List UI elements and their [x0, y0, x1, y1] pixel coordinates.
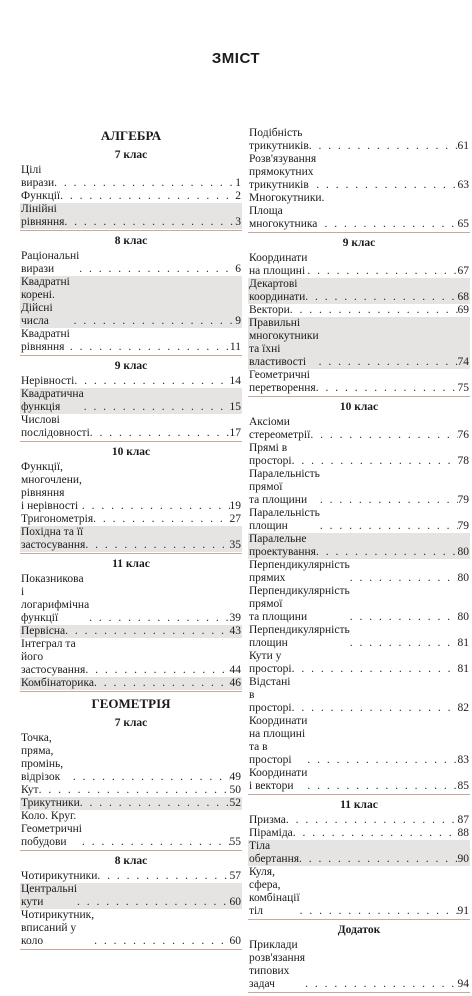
page-number: 85 [457, 780, 469, 792]
toc-block [248, 400, 470, 795]
toc-entry [248, 676, 470, 715]
dot-leader [286, 814, 458, 827]
toc-entry [20, 461, 242, 513]
toc-entry [20, 414, 242, 440]
entry-title: Числові послідовності [21, 414, 90, 439]
page-number: 69 [457, 304, 469, 316]
dot-leader [292, 663, 458, 676]
entry-title: Цілі вирази [21, 164, 55, 189]
dot-leader [307, 265, 457, 278]
toc-block [20, 359, 242, 442]
page-number: 60 [229, 896, 241, 908]
entry-title: Лінійні рівняння [21, 203, 65, 228]
toc-entry [20, 526, 242, 552]
toc-entry [20, 164, 242, 190]
entry-title: Піраміда [249, 827, 293, 839]
class-heading: 10 клас [111, 446, 151, 458]
entry-title: Паралельність прямої та площини [249, 468, 320, 506]
page-number: 17 [229, 427, 241, 439]
dot-leader [316, 382, 458, 395]
dot-leader [292, 455, 458, 468]
toc-block [20, 234, 242, 356]
page-number: 91 [457, 905, 469, 917]
entry-title: Квадратична функція [21, 388, 84, 413]
class-heading: 11 клас [112, 558, 150, 570]
toc-block [20, 716, 242, 851]
toc-entry [248, 624, 470, 650]
dot-leader [64, 216, 235, 229]
page-number: 88 [457, 827, 469, 839]
entry-title: Приклади розв'язання типових задач [249, 939, 306, 990]
page-number: 11 [229, 341, 241, 353]
dot-leader [84, 401, 230, 414]
page-number: 65 [457, 218, 469, 230]
page-number: 49 [229, 771, 241, 783]
dot-leader [65, 625, 229, 638]
toc-block [248, 798, 470, 920]
page-number: 80 [457, 611, 469, 623]
toc-entry [248, 304, 470, 317]
toc-block [20, 854, 242, 950]
page-number: 94 [457, 978, 469, 990]
dot-leader [94, 935, 229, 948]
toc-entry [248, 767, 470, 793]
toc-entry [20, 250, 242, 276]
entry-title: Аксіоми стереометрії [249, 416, 311, 441]
toc-entry [20, 573, 242, 625]
dot-leader [300, 905, 458, 918]
page-number: 39 [229, 612, 241, 624]
page-title: ЗМІСТ [211, 50, 261, 67]
page-number: 14 [229, 375, 241, 387]
toc-entry [248, 442, 470, 468]
entry-title: Прямі в просторі [249, 442, 292, 467]
dot-leader [307, 754, 457, 767]
dot-leader [310, 429, 457, 442]
page-number: 87 [457, 814, 469, 826]
entry-title: Перпендикулярність прямих [249, 559, 350, 584]
page-number: 60 [229, 935, 241, 947]
toc-entry [248, 252, 470, 278]
entry-title: Центральні кути [21, 883, 78, 908]
toc-entry [248, 317, 470, 369]
entry-title: Відстані в просторі [249, 676, 292, 714]
entry-title: Паралельність площин [249, 507, 320, 532]
class-heading: 7 клас [114, 149, 148, 161]
class-heading: Додаток [337, 924, 381, 936]
class-heading: 8 клас [114, 235, 148, 247]
page-number: 44 [229, 664, 241, 676]
toc-entry [248, 650, 470, 676]
page-number: 9 [235, 315, 241, 327]
entry-title: Квадратні рівняння [21, 328, 70, 353]
toc-entry [20, 203, 242, 229]
page-number: 1 [235, 177, 241, 189]
page-number: 15 [229, 401, 241, 413]
toc-left-column [20, 127, 242, 953]
page-number: 6 [235, 263, 241, 275]
page-number: 90 [457, 853, 469, 865]
dot-leader [73, 771, 230, 784]
toc-entry [248, 153, 470, 192]
toc-entry [20, 375, 242, 388]
dot-leader [79, 263, 235, 276]
section-heading: ГЕОМЕТРІЯ [91, 696, 171, 711]
dot-leader [350, 637, 458, 650]
toc-entry [20, 190, 242, 203]
page-number: 81 [457, 663, 469, 675]
page-number: 79 [457, 520, 469, 532]
toc-block [248, 923, 470, 993]
entry-title: Декартові координати [249, 278, 306, 303]
dot-leader [54, 177, 235, 190]
toc-entry [20, 276, 242, 328]
page-number: 3 [235, 216, 241, 228]
dot-leader [320, 520, 458, 533]
dot-leader [307, 780, 457, 793]
page-number: 63 [457, 179, 469, 191]
dot-leader [309, 140, 458, 153]
dot-leader [77, 896, 229, 909]
toc-entry [248, 939, 470, 991]
toc-right-column [248, 127, 470, 996]
dot-leader [85, 664, 229, 677]
dot-leader [94, 677, 230, 690]
entry-title: Розв'язування прямокутних трикутників [249, 153, 317, 191]
entry-title: Комбінаторика [21, 677, 94, 689]
dot-leader [39, 784, 230, 797]
page-number: 80 [457, 546, 469, 558]
toc-entry [248, 585, 470, 624]
dot-leader [293, 827, 458, 840]
entry-title: Тригонометрія [21, 513, 94, 525]
entry-title: Координати і вектори [249, 767, 308, 792]
entry-title: Координати на площині та в просторі [249, 715, 308, 766]
page-number: 79 [457, 494, 469, 506]
toc-block [248, 236, 470, 397]
dot-leader [292, 702, 458, 715]
entry-title: Показникова і логарифмічна функції [21, 573, 90, 624]
toc-entry [20, 513, 242, 526]
dot-leader [299, 853, 457, 866]
entry-title: Куля, сфера, комбінації тіл [249, 866, 300, 917]
toc-entry [248, 715, 470, 767]
toc-entry [248, 192, 470, 231]
dot-leader [89, 612, 229, 625]
dot-leader [80, 797, 230, 810]
entry-title: Інтеграл та його застосування [21, 638, 86, 676]
toc-entry [20, 625, 242, 638]
entry-title: Перпендикулярність площин [249, 624, 350, 649]
dot-leader [70, 341, 230, 354]
dot-leader [320, 494, 458, 507]
page-number: 50 [229, 784, 241, 796]
entry-title: Вектори [249, 304, 290, 316]
dot-leader [290, 304, 458, 317]
dot-leader [74, 375, 229, 388]
entry-title: Трикутники [21, 797, 80, 809]
toc-entry [20, 638, 242, 677]
entry-title: Паралельне проектування [249, 533, 316, 558]
toc-entry [248, 559, 470, 585]
toc-block [248, 127, 470, 233]
toc-entry [248, 278, 470, 304]
entry-title: Геометричні перетворення [249, 369, 316, 394]
entry-title: Призма [249, 814, 286, 826]
toc-entry [248, 866, 470, 918]
page-number: 67 [457, 265, 469, 277]
class-heading: 10 клас [339, 401, 379, 413]
page-number: 43 [229, 625, 241, 637]
dot-leader [305, 291, 457, 304]
dot-leader [82, 836, 230, 849]
entry-title: Функції, многочлени, рівняння і нерівності [21, 461, 82, 512]
class-heading: 7 клас [114, 717, 148, 729]
page-number: 27 [229, 513, 241, 525]
toc-entry [20, 909, 242, 948]
entry-title: Точка, пряма, промінь, відрізок [21, 732, 64, 783]
toc-entry [248, 507, 470, 533]
entry-title: Раціональні вирази [21, 250, 80, 275]
dot-leader [74, 315, 236, 328]
page-number: 83 [457, 754, 469, 766]
toc-entry [20, 328, 242, 354]
page-number: 78 [457, 455, 469, 467]
dot-leader [60, 190, 235, 203]
page-number: 80 [457, 572, 469, 584]
section-heading: АЛГЕБРА [100, 128, 162, 143]
toc-entry [20, 784, 242, 797]
class-heading: 9 клас [342, 237, 376, 249]
toc-block [20, 557, 242, 692]
page-number: 19 [229, 500, 241, 512]
toc-entry [20, 797, 242, 810]
toc-entry [20, 870, 242, 883]
entry-title: Нерівності [21, 375, 75, 387]
dot-leader [350, 611, 458, 624]
toc-entry [20, 883, 242, 909]
dot-leader [305, 978, 457, 991]
page-number: 52 [229, 797, 241, 809]
dot-leader [82, 500, 230, 513]
page-number: 61 [457, 140, 469, 152]
page-number: 46 [229, 677, 241, 689]
toc-entry [248, 814, 470, 827]
entry-title: Квадратні корені. Дійсні числа [21, 276, 70, 327]
dot-leader [316, 179, 457, 192]
entry-title: Правильні многокутники та їхні властивості [249, 317, 319, 368]
toc-block [20, 445, 242, 554]
dot-leader [97, 870, 229, 883]
page-number: 82 [457, 702, 469, 714]
page-number: 57 [229, 870, 241, 882]
page-number: 76 [457, 429, 469, 441]
entry-title: Коло. Круг. Геометричні побудови [21, 810, 82, 848]
toc-entry [248, 827, 470, 840]
toc-block [20, 148, 242, 231]
entry-title: Похідна та її застосування [21, 526, 86, 551]
entry-title: Чотирикутники [21, 870, 98, 882]
page-number: 2 [235, 190, 241, 202]
dot-leader [316, 546, 458, 559]
dot-leader [90, 427, 230, 440]
entry-title: Многокутники. Площа многокутника [249, 192, 325, 230]
toc-entry [248, 840, 470, 866]
page-number: 68 [457, 291, 469, 303]
page-number: 75 [457, 382, 469, 394]
dot-leader [93, 513, 229, 526]
toc-entry [248, 416, 470, 442]
toc-entry [248, 127, 470, 153]
entry-title: Кути у просторі [249, 650, 292, 675]
toc-entry [20, 677, 242, 690]
entry-title: Подібність трикутників [249, 127, 309, 152]
toc-entry [20, 388, 242, 414]
entry-title: Первісна [21, 625, 66, 637]
entry-title: Кут [21, 784, 39, 796]
entry-title: Чотирикутник, вписаний у коло [21, 909, 95, 947]
page-number: 81 [457, 637, 469, 649]
dot-leader [319, 356, 458, 369]
dot-leader [350, 572, 458, 585]
dot-leader [324, 218, 457, 231]
class-heading: 11 клас [340, 799, 378, 811]
toc-entry [20, 810, 242, 849]
toc-entry [248, 468, 470, 507]
entry-title: Перпендикулярність прямої та площини [249, 585, 350, 623]
entry-title: Тіла обертання [249, 840, 300, 865]
class-heading: 9 клас [114, 360, 148, 372]
page-number: 35 [229, 539, 241, 551]
toc-entry [248, 533, 470, 559]
page-number: 74 [457, 356, 469, 368]
class-heading: 8 клас [114, 855, 148, 867]
dot-leader [85, 539, 229, 552]
page-number: 55 [229, 836, 241, 848]
toc-entry [20, 732, 242, 784]
entry-title: Координати на площині [249, 252, 308, 277]
entry-title: Функції [21, 190, 61, 202]
toc-entry [248, 369, 470, 395]
